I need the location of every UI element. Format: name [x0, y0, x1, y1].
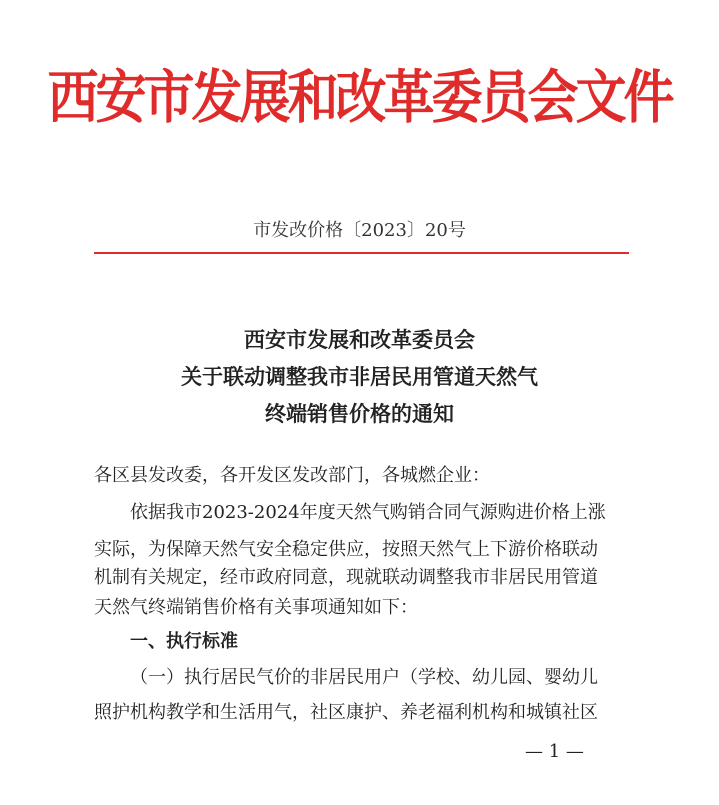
notice-title-line-1: 西安市发展和改革委员会	[244, 327, 475, 352]
notice-title-line-2: 关于联动调整我市非居民用管道天然气	[181, 364, 538, 389]
paragraph-1-line-3: 机制有关规定，经市政府同意，现就联动调整我市非居民用管道	[94, 567, 598, 588]
red-divider-line	[94, 252, 629, 254]
notice-title	[0, 321, 719, 432]
item-1-line-1: （一）执行居民气价的非居民用户（学校、幼儿园、婴幼儿	[130, 667, 598, 688]
document-header-title: 西安市发展和改革委员会文件	[47, 64, 672, 132]
section-1-heading: 一、执行标准	[130, 631, 238, 652]
paragraph-1-line-2: 实际，为保障天然气安全稳定供应，按照天然气上下游价格联动	[94, 539, 598, 560]
paragraph-1-line-1: 依据我市2023-2024年度天然气购销合同气源购进价格上涨	[130, 502, 606, 523]
salutation: 各区县发改委，各开发区发改部门，各城燃企业：	[94, 465, 490, 486]
item-1-line-2: 照护机构教学和生活用气，社区康护、养老福利机构和城镇社区	[94, 702, 598, 723]
notice-title-line-3: 终端销售价格的通知	[265, 401, 454, 426]
paragraph-1-line-4: 天然气终端销售价格有关事项通知如下：	[94, 597, 418, 618]
page-number: — 1 —	[525, 741, 584, 762]
document-number: 市发改价格〔2023〕20号	[253, 220, 466, 241]
